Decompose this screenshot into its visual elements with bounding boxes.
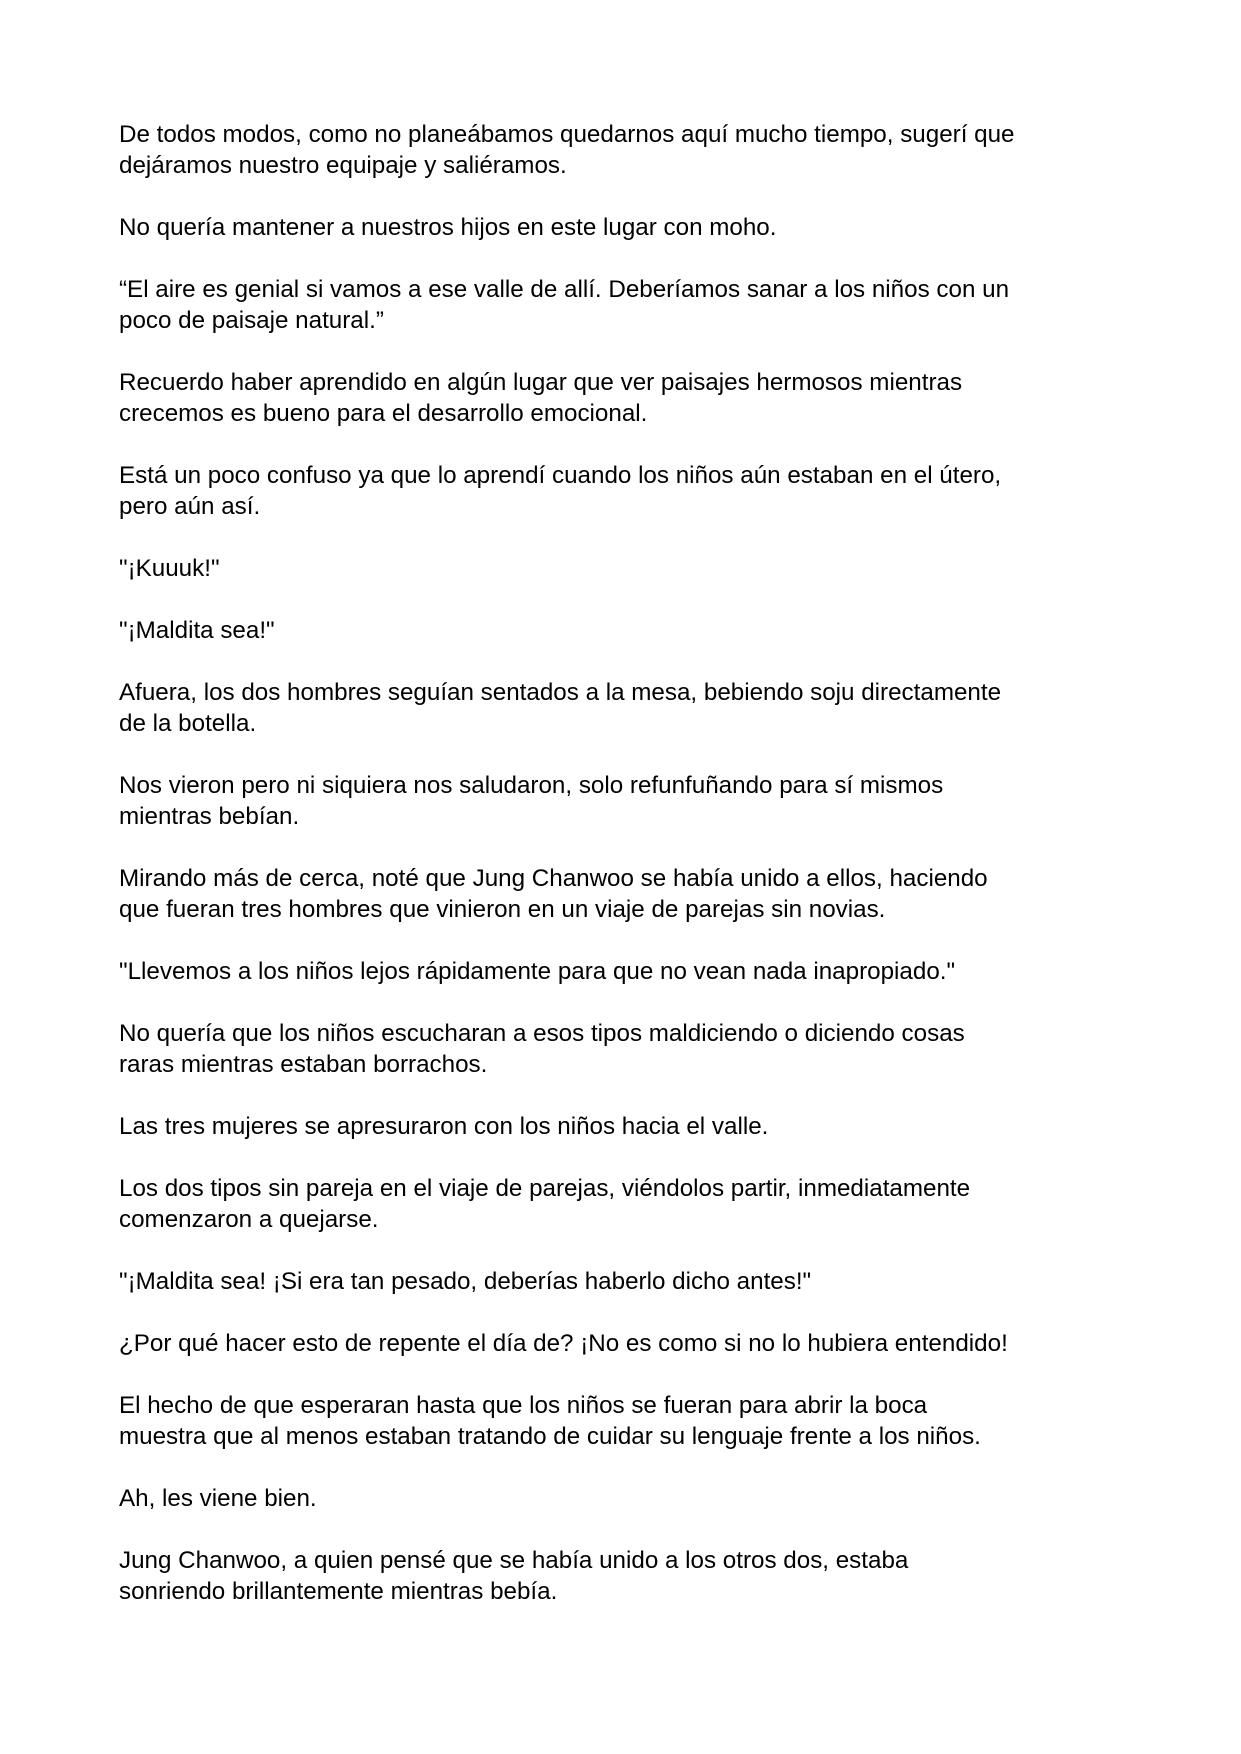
paragraph: Nos vieron pero ni siquiera nos saludaron, solo refunfuñando para sí mismos mientras bebían. (119, 772, 944, 830)
paragraph: No quería que los niños escucharan a esos tipos maldiciendo o diciendo cosas raras mientras estaban borrachos. (119, 1020, 965, 1078)
paragraph: Las tres mujeres se apresuraron con los niños hacia el valle. (119, 1113, 769, 1140)
paragraph: Afuera, los dos hombres seguían sentados a la mesa, bebiendo soju directamente de la botella. (119, 679, 1002, 737)
paragraph: "¡Maldita sea! ¡Si era tan pesado, deberías haberlo dicho antes!" (119, 1268, 812, 1295)
paragraph: "Llevemos a los niños lejos rápidamente para que no vean nada inapropiado." (119, 958, 956, 985)
paragraph: Jung Chanwoo, a quien pensé que se había unido a los otros dos, estaba sonriendo brillantemente mientras bebía. (119, 1547, 909, 1605)
paragraph: “El aire es genial si vamos a ese valle de allí. Deberíamos sanar a los niños con un poco de paisaje natural.” (119, 276, 1010, 334)
paragraph: ¿Por qué hacer esto de repente el día de? ¡No es como si no lo hubiera entendido! (119, 1330, 1008, 1357)
paragraph: Recuerdo haber aprendido en algún lugar que ver paisajes hermosos mientras crecemos es bueno para el desarrollo emocional. (119, 369, 963, 427)
document-body (119, 119, 1139, 1638)
paragraph: Ah, les viene bien. (119, 1485, 317, 1512)
paragraph: "¡Kuuuk!" (119, 555, 220, 582)
paragraph: "¡Maldita sea!" (119, 617, 275, 644)
paragraph: Los dos tipos sin pareja en el viaje de parejas, viéndolos partir, inmediatamente comenzaron a quejarse. (119, 1175, 971, 1233)
paragraph: Mirando más de cerca, noté que Jung Chanwoo se había unido a ellos, haciendo que fueran tres hombres que vinieron en un viaje de parejas sin novias. (119, 865, 988, 923)
paragraph: De todos modos, como no planeábamos quedarnos aquí mucho tiempo, sugerí que dejáramos nuestro equipaje y saliéramos. (119, 121, 1015, 179)
paragraph: No quería mantener a nuestros hijos en este lugar con moho. (119, 214, 777, 241)
paragraph: Está un poco confuso ya que lo aprendí cuando los niños aún estaban en el útero, pero aún así. (119, 462, 1002, 520)
paragraph: El hecho de que esperaran hasta que los niños se fueran para abrir la boca muestra que al menos estaban tratando de cuidar su lenguaje frente a los niños. (119, 1392, 981, 1450)
